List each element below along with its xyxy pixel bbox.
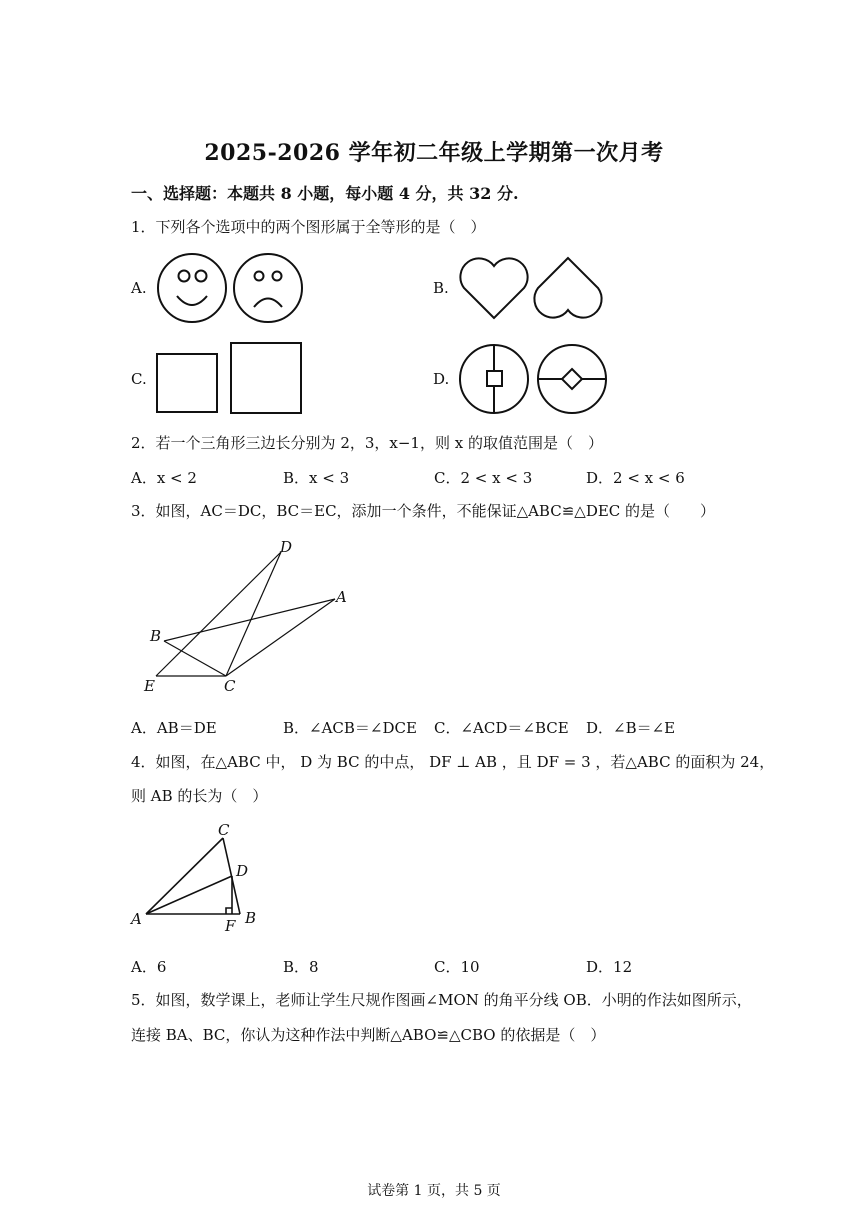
- q2-option-b: B．x < 3: [283, 469, 350, 487]
- q5-stem-continued: 连接 BA、BC，你认为这种作法中判断△ABO≌△CBO 的依据是（ ）: [131, 1026, 606, 1044]
- q3-option-d: D．∠B＝∠E: [586, 719, 676, 737]
- heart-shape: [460, 258, 527, 318]
- label-d: D: [236, 862, 249, 880]
- q4-option-a: A．6: [131, 958, 167, 976]
- q4-option-b: B．8: [283, 958, 319, 976]
- segment-ad: [146, 876, 232, 914]
- q1-label-c: C.: [131, 370, 147, 388]
- sad-face: [234, 254, 302, 322]
- label-c: C: [218, 821, 230, 839]
- q4-stem: 4．如图，在△ABC 中， D 为 BC 的中点， DF ⊥ AB ，且 DF = 3 ，若△ABC 的面积为 24，: [131, 753, 775, 771]
- segment-ac: [146, 838, 223, 914]
- q3-option-a: A．AB＝DE: [131, 719, 217, 737]
- segment-ba: [164, 599, 335, 641]
- q2-option-d: D．2 < x < 6: [586, 469, 685, 487]
- smiley-face: [158, 254, 226, 322]
- q1-stem: 1．下列各个选项中的两个图形属于全等形的是（ ）: [131, 218, 486, 236]
- label-a: A: [131, 910, 142, 928]
- label-d: D: [280, 538, 293, 556]
- q3-option-c: C．∠ACD＝∠BCE: [434, 719, 569, 737]
- q2-option-a: A．x < 2: [131, 469, 197, 487]
- heart-shape-rotated: [534, 258, 601, 318]
- q1-figure-c: [155, 341, 305, 415]
- label-f: F: [225, 917, 236, 935]
- q1-figure-d: [458, 343, 610, 415]
- label-b: B: [245, 909, 257, 927]
- q3-option-b: B．∠ACB＝∠DCE: [283, 719, 417, 737]
- small-square: [157, 354, 217, 412]
- q3-figure: [140, 538, 360, 698]
- exam-title: 2025-2026 学年初二年级上学期第一次月考: [204, 140, 664, 166]
- q4-stem-continued: 则 AB 的长为（ ）: [131, 787, 268, 805]
- label-c: C: [224, 677, 236, 695]
- q5-stem: 5．如图，数学课上，老师让学生尺规作图画∠MON 的角平分线 OB．小明的作法如图所示，: [131, 991, 752, 1009]
- q4-option-c: C．10: [434, 958, 480, 976]
- segment-ac: [226, 599, 335, 676]
- q2-stem: 2．若一个三角形三边长分别为 2，3，x−1，则 x 的取值范围是（ ）: [131, 434, 603, 452]
- q1-figure-a: [155, 252, 305, 324]
- q1-figure-b: [458, 254, 603, 322]
- section-heading: 一、选择题：本题共 8 小题，每小题 4 分，共 32 分.: [131, 184, 519, 203]
- q3-stem: 3．如图，AC＝DC，BC＝EC，添加一个条件，不能保证△ABC≌△DEC 的是（ ）: [131, 502, 716, 520]
- q2-option-c: C．2 < x < 3: [434, 469, 533, 487]
- right-angle-mark: [226, 908, 232, 914]
- segment-de: [156, 552, 281, 676]
- label-e: E: [144, 677, 155, 695]
- q1-label-b: B.: [433, 279, 449, 297]
- page-footer: 试卷第 1 页，共 5 页: [367, 1183, 501, 1199]
- label-b: B: [150, 627, 162, 645]
- q1-label-d: D.: [433, 370, 450, 388]
- label-a: A: [336, 588, 347, 606]
- q4-option-d: D．12: [586, 958, 633, 976]
- q1-label-a: A.: [131, 279, 147, 297]
- q4-figure: [128, 818, 268, 936]
- large-square: [231, 343, 301, 413]
